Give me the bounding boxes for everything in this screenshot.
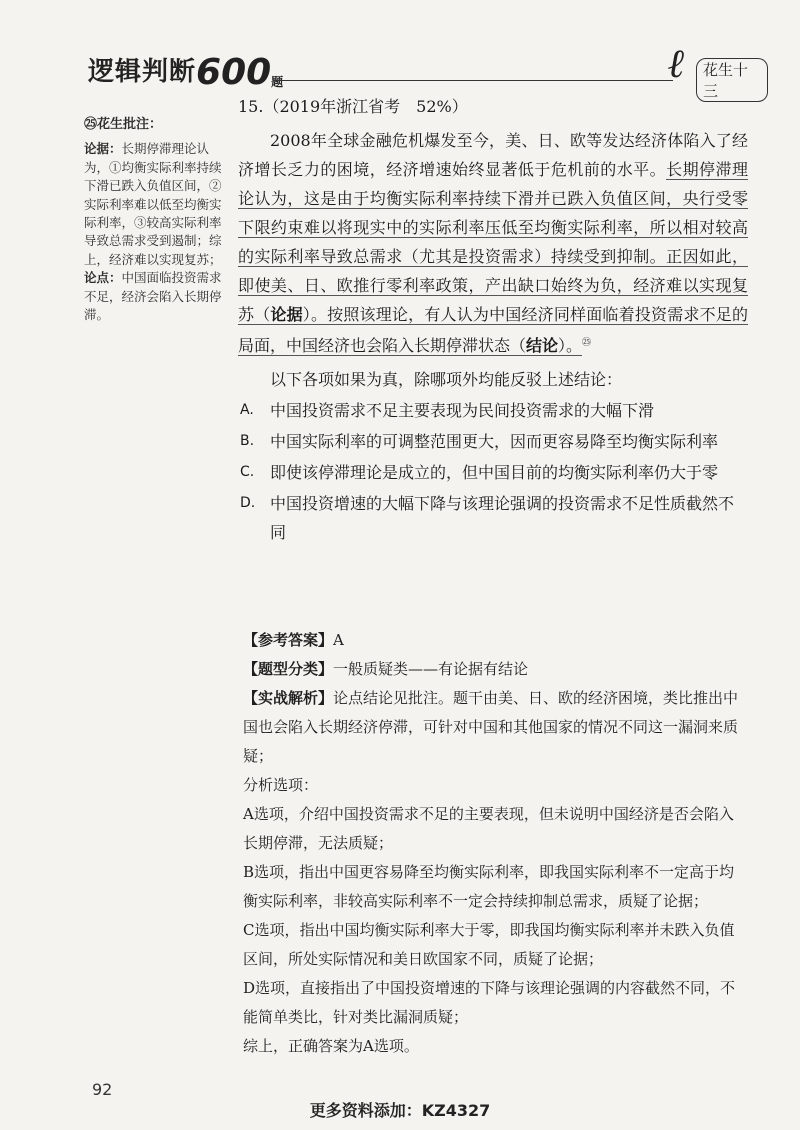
annotation-heading: ㉕花生批注： — [84, 117, 163, 132]
header-rule — [273, 80, 673, 81]
book-suffix: 题 — [271, 75, 285, 89]
reference-answer-tag: 【参考答案】 — [243, 631, 334, 649]
question-block — [238, 94, 748, 549]
option-text: 中国投资需求不足主要表现为民间投资需求的大幅下滑 — [270, 401, 655, 421]
annotation-marker: ㉕ — [582, 338, 592, 348]
sidebar-annotation — [84, 116, 224, 324]
analysis-option-a: A选项，介绍中国投资需求不足的主要表现，但未说明中国经济是否会陷入长期停滞，无法质疑； — [243, 805, 734, 852]
option-letter: C. — [240, 464, 255, 481]
reference-answer-value: A — [333, 631, 344, 649]
analysis — [243, 684, 748, 771]
option-text: 中国投资增速的大幅下降与该理论强调的投资需求不足性质截然不同 — [270, 494, 735, 543]
option-letter: D. — [240, 495, 256, 512]
evidence-label: 论据： — [84, 141, 122, 157]
analysis-option-c: C选项，指出中国均衡实际利率大于零，即我国均衡实际利率并未跌入负值区间，所处实际情况和美日欧国家不同，质疑了论据； — [243, 921, 735, 968]
passage-evidence-tag: 论据 — [270, 305, 303, 324]
annotation-evidence — [84, 140, 224, 269]
evidence-text: 长期停滞理论认为，①均衡实际利率持续下滑已跌入负值区间，②实际利率难以低至均衡实际利率，③较高实际利率导致总需求受到遏制；综上，经济难以实现复苏； — [84, 141, 222, 267]
footer-note: 更多资料添加：KZ4327 — [309, 1101, 491, 1120]
option-letter: B. — [240, 433, 255, 450]
brand-text: 花生十三 — [696, 58, 768, 102]
question-number: 15.（2019年浙江省考 52%） — [238, 97, 468, 116]
question-stem: 以下各项如果为真，除哪项外均能反驳上述结论： — [270, 370, 623, 390]
answer-block — [243, 626, 748, 1061]
peanut-logo-icon: ℓ — [668, 40, 686, 87]
analysis-tag: 【实战解析】 — [243, 689, 334, 707]
option-b — [238, 427, 748, 456]
option-a — [238, 396, 748, 425]
option-text: 中国实际利率的可调整范围更大，因而更容易降至均衡实际利率 — [270, 432, 719, 452]
option-letter: A. — [240, 402, 254, 419]
conclusion-text: 中国面临投资需求不足，经济会陷入长期停滞。 — [84, 270, 222, 323]
brand-logo — [668, 40, 768, 100]
passage-conclusion: ）。按照该理论，有人认为中国经济同样面临着投资需求不足的局面，中国经济也会陷入长期停滞状态（ — [238, 305, 748, 356]
analysis-option-b: B选项，指出中国更容易降至均衡实际利率，即我国实际利率不一定高于均衡实际利率，非较高实际利率不一定会持续抑制总需求，质疑了论据； — [243, 863, 735, 910]
analysis-option-d: D选项，直接指出了中国投资增速的下降与该理论强调的内容截然不同，不能简单类比，针对类比漏洞质疑； — [243, 979, 736, 1026]
passage-evidence: 长期停滞理论认为，这是由于均衡实际利率持续下滑并已跌入负值区间，央行受零下限约束难以将现实中的实际利率压低至均衡实际利率，所以相对较高的实际利率导致总需求（尤其是投资需求）持续受到抑制。正因如此，即使美、日、欧推行零利率政策，产出缺口始终为负，经济难以实现复苏（ — [238, 160, 748, 324]
question-passage — [238, 126, 748, 360]
analysis-summary: 综上，正确答案为A选项。 — [243, 1037, 419, 1055]
options-intro: 分析选项： — [243, 776, 319, 794]
question-type — [243, 655, 748, 684]
passage-conclusion-tag: 结论 — [526, 336, 559, 356]
conclusion-label: 论点： — [84, 270, 122, 286]
option-d — [238, 489, 748, 547]
analysis-text: 论点结论见批注。题干由美、日、欧的经济困境，类比推出中国也会陷入长期经济停滞，可针对中国和其他国家的情况不同这一漏洞来质疑； — [243, 689, 739, 765]
passage-intro: 2008年全球金融危机爆发至今，美、日、欧等发达经济体陷入了经济增长乏力的困境，经济增速始终显著低于危机前的水平。 — [238, 131, 748, 179]
page-number: 92 — [92, 1080, 113, 1099]
reference-answer — [243, 626, 748, 655]
book-number: 600 — [196, 52, 272, 93]
option-list — [238, 396, 748, 547]
option-text: 即使该停滞理论是成立的，但中国目前的均衡实际利率仍大于零 — [270, 463, 719, 483]
question-type-tag: 【题型分类】 — [243, 660, 334, 678]
question-type-value: 一般质疑类——有论据有结论 — [333, 660, 529, 678]
page-header — [78, 40, 768, 100]
book-title — [88, 48, 285, 93]
passage-end: ）。 — [558, 336, 583, 356]
option-c — [238, 458, 748, 487]
annotation-conclusion — [84, 269, 224, 324]
book-title-text: 逻辑判断 — [88, 57, 197, 87]
